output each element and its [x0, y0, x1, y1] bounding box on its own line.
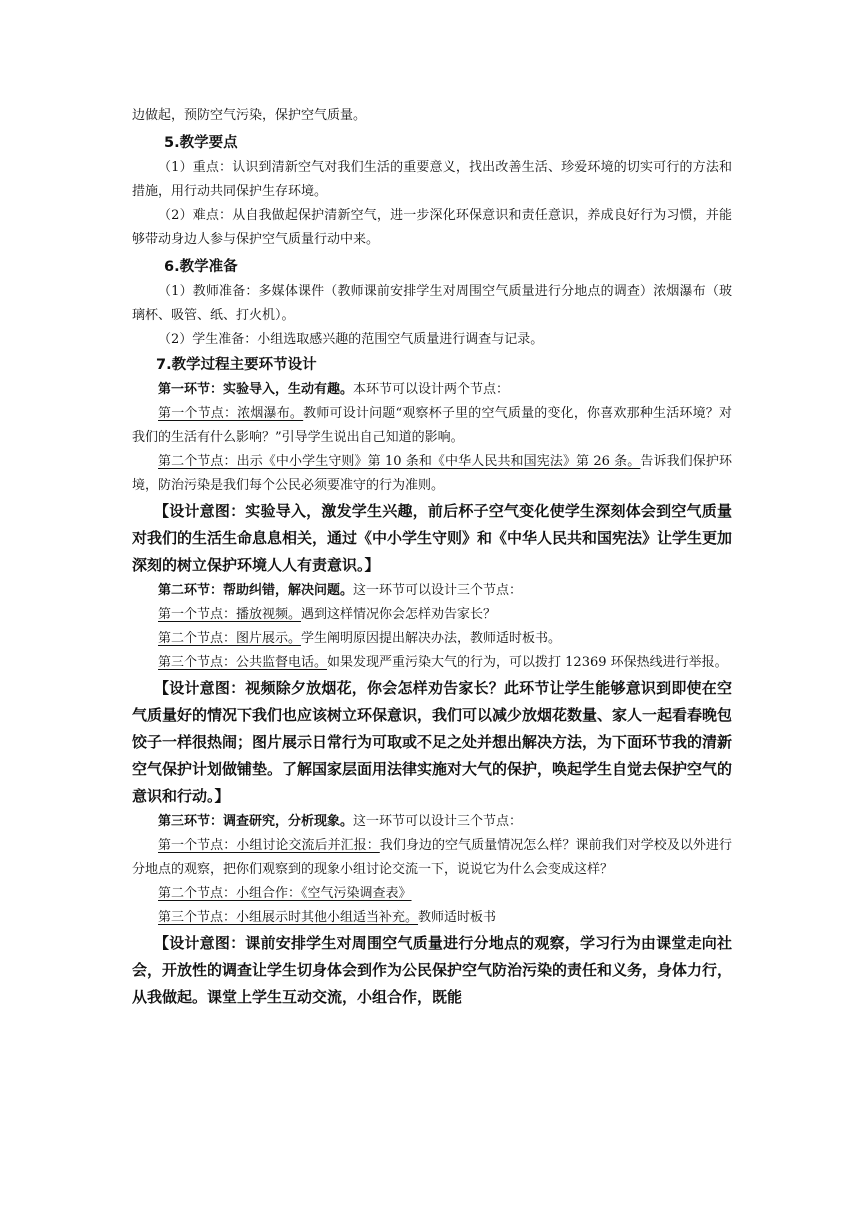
- node-text: 我们身边的空气质量情况怎么样？课前我们对学校及以外进行分地点的观察，把你们观察到的现象小组讨论交流一下，说说它为什么会变成这样？: [132, 838, 732, 877]
- section-two-intro: [132, 579, 732, 603]
- node-label: 第二个节点：图片展示。: [158, 631, 302, 646]
- section-three-node-two: [132, 882, 732, 906]
- section-one-node-two: [132, 450, 732, 498]
- node-text: 告诉我们保护环境，防治污染是我们每个公民必须要准守的行为准则。: [132, 454, 732, 493]
- node-label: 第一个节点：播放视频。: [158, 607, 302, 622]
- section-two-node-one: [132, 603, 732, 627]
- document-page: [132, 104, 732, 1011]
- section-two-node-two: [132, 627, 732, 651]
- node-text: 如果发现严重污染大气的行为，可以拨打 12369 环保热线进行举报。: [327, 655, 728, 670]
- node-label: 第一个节点：浓烟瀑布。: [158, 406, 304, 421]
- node-text: 教师可设计问题“观察杯子里的空气质量的变化，你喜欢那种生活环境？对我们的生活有什么影响？”引导学生说出自己知道的影响。: [132, 406, 732, 445]
- section-one-design-intent: 【设计意图：实验导入，激发学生兴趣，前后杯子空气变化使学生深刻体会到空气质量对我们的生活生命息息相关，通过《中小学生守则》和《中华人民共和国宪法》让学生更加深刻的树立保护环境人人有责意识。】: [132, 502, 733, 574]
- node-label: 第一个节点：小组讨论交流后并汇报：: [158, 838, 380, 853]
- node-label: 第二个节点：出示《中小学生守则》第 10 条和《中华人民共和国宪法》第 26 条。: [158, 454, 641, 469]
- section-three-title: 第三环节：调查研究，分析现象。: [158, 814, 354, 829]
- node-text: 教师适时板书: [418, 910, 497, 925]
- section-three-node-three: [132, 906, 732, 930]
- paragraph-key-point: （1）重点：认识到清新空气对我们生活的重要意义，找出改善生活、珍爱环境的切实可行的方法和措施，用行动共同保护生存环境。: [132, 160, 732, 199]
- paragraph-difficult-point: （2）难点：从自我做起保护清新空气，进一步深化环保意识和责任意识，养成良好行为习惯，并能够带动身边人参与保护空气质量行动中来。: [132, 208, 732, 247]
- section-three-node-one: [132, 834, 732, 882]
- section-two-title: 第二环节：帮助纠错，解决问题。: [158, 583, 354, 598]
- heading-teaching-process: 7.教学过程主要环节设计: [156, 357, 317, 373]
- section-one-text: 本环节可以设计两个节点：: [353, 382, 510, 397]
- paragraph-continuation: 边做起，预防空气污染，保护空气质量。: [132, 108, 367, 123]
- section-one-title: 第一环节：实验导入，生动有趣。: [158, 382, 354, 397]
- heading-teaching-preparation: 6.教学准备: [164, 259, 238, 275]
- section-two-text: 这一环节可以设计三个节点：: [353, 583, 523, 598]
- section-two-node-three: [132, 651, 732, 675]
- paragraph-teacher-preparation: （1）教师准备：多媒体课件（教师课前安排学生对周围空气质量进行分地点的调查）浓烟瀑布（玻璃杯、吸管、纸、打火机）。: [132, 284, 732, 323]
- node-label: 第三个节点：小组展示时其他小组适当补充。: [158, 910, 419, 925]
- node-text: 遇到这样情况你会怎样劝告家长？: [301, 607, 497, 622]
- section-two-design-intent: 【设计意图：视频除夕放烟花，你会怎样劝告家长？此环节让学生能够意识到即使在空气质量好的情况下我们也应该树立环保意识，我们可以减少放烟花数量、家人一起看春晚包饺子一样很热闹；图片展示日常行为可取或不足之处并想出解决方法，为下面环节我的清新空气保护计划做铺垫。了解国家层面用法律实施对大气的保护，唤起学生自觉去保护空气的意识和行动。】: [132, 679, 733, 805]
- node-label: 第三个节点：公共监督电话。: [158, 655, 328, 670]
- section-three-intro: [132, 810, 732, 834]
- section-one-intro: [132, 378, 732, 402]
- section-three-text: 这一环节可以设计三个节点：: [353, 814, 523, 829]
- node-label: 第二个节点：小组合作：《空气污染调查表》: [158, 886, 412, 901]
- node-text: 学生阐明原因提出解决办法，教师适时板书。: [301, 631, 562, 646]
- section-one-node-one: [132, 402, 732, 450]
- section-three-design-intent: 【设计意图：课前安排学生对周围空气质量进行分地点的观察，学习行为由课堂走向社会，开放性的调查让学生切身体会到作为公民保护空气防治污染的责任和义务，身体力行，从我做起。课堂上学生互动交流，小组合作，既能: [132, 934, 733, 1006]
- paragraph-student-preparation: （2）学生准备：小组选取感兴趣的范围空气质量进行调查与记录。: [158, 332, 544, 347]
- heading-teaching-points: 5.教学要点: [164, 135, 238, 151]
